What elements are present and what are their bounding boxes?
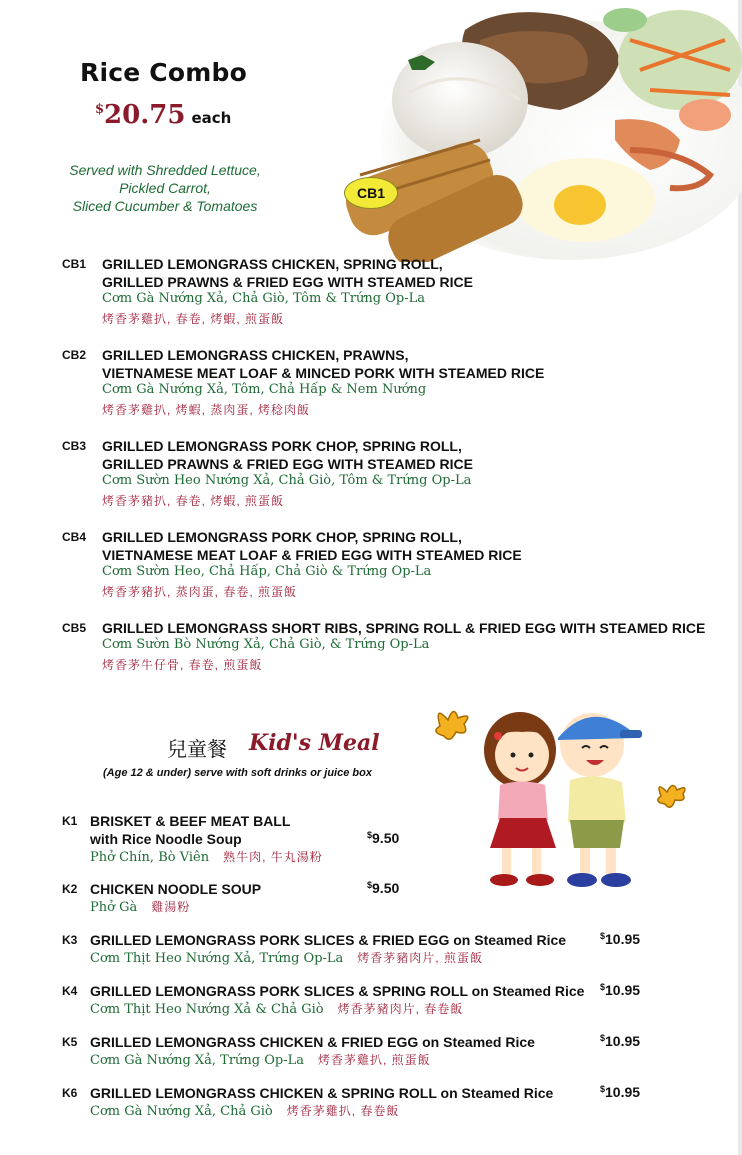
price-currency: $	[600, 1033, 606, 1043]
price-currency: $	[367, 880, 373, 890]
item-chinese: 烤香茅豬肉片, 春卷飯	[337, 1002, 464, 1016]
item-name	[90, 1084, 553, 1102]
price-amount: 10.95	[605, 982, 641, 998]
rice-combo-photo	[330, 0, 742, 262]
price-amount: 10.95	[605, 1084, 641, 1100]
served-line: Sliced Cucumber & Tomatoes	[72, 198, 258, 214]
item-chinese: 烤香茅雞扒, 春卷, 烤蝦, 煎蛋飯	[102, 312, 285, 326]
item-name-line: GRILLED LEMONGRASS SHORT RIBS, SPRING ROLL & FRIED EGG WITH STEAMED RICE	[102, 620, 706, 636]
item-vietnamese: Cơm Gà Nướng Xả, Chả Giò	[90, 1104, 273, 1119]
item-translations	[90, 1051, 431, 1068]
item-name	[102, 619, 705, 637]
item-name	[90, 880, 261, 898]
served-line: Pickled Carrot,	[119, 180, 211, 196]
item-name-line: with Rice Noodle Soup	[90, 831, 242, 847]
rice-combo-title: Rice Combo	[80, 58, 247, 87]
item-vietnamese: Cơm Sườn Heo Nướng Xả, Chả Giò, Tôm & Trứng Op-La	[102, 473, 472, 488]
price-currency: $	[367, 830, 373, 840]
item-price	[600, 931, 640, 947]
item-price	[367, 880, 399, 896]
item-vietnamese: Cơm Sườn Heo, Chả Hấp, Chả Giò & Trứng Op-La	[102, 564, 432, 579]
item-name-line: VIETNAMESE MEAT LOAF & FRIED EGG WITH STEAMED RICE	[102, 547, 522, 563]
item-name-line: GRILLED LEMONGRASS CHICKEN, PRAWNS,	[102, 347, 409, 363]
item-chinese: 烤香茅雞扒, 春卷飯	[286, 1104, 400, 1118]
item-translations	[90, 1102, 399, 1119]
item-vietnamese: Cơm Gà Nướng Xả, Chả Giò, Tôm & Trứng Op-La	[102, 291, 426, 306]
served-with-note	[40, 161, 290, 215]
item-name	[90, 812, 290, 848]
item-chinese: 熟牛肉, 牛丸湯粉	[223, 850, 323, 864]
kids-illustration	[430, 700, 700, 920]
price-amount: 10.95	[605, 1033, 641, 1049]
item-chinese: 烤香茅牛仔骨, 春卷, 煎蛋飯	[102, 658, 263, 672]
price-amount: 20.75	[104, 100, 186, 130]
item-chinese: 烤香茅雞扒, 煎蛋飯	[318, 1053, 431, 1067]
price-suffix: each	[191, 109, 232, 127]
price-currency: $	[600, 1084, 606, 1094]
item-vietnamese: Cơm Gà Nướng Xả, Tôm, Chả Hấp & Nem Nướng	[102, 382, 427, 397]
item-name-line: GRILLED LEMONGRASS PORK SLICES & FRIED EGG on Steamed Rice	[90, 932, 567, 948]
item-code: CB3	[62, 439, 87, 453]
item-name-line: CHICKEN NOODLE SOUP	[90, 881, 262, 897]
item-name-line: GRILLED LEMONGRASS CHICKEN & FRIED EGG on Steamed Rice	[90, 1034, 535, 1050]
kids-meal-title-chinese: 兒童餐	[167, 739, 227, 761]
item-code: K3	[62, 933, 78, 947]
item-translations	[90, 949, 483, 966]
item-vietnamese: Cơm Thịt Heo Nướng Xả & Chả Giò	[90, 1002, 324, 1017]
price-currency: $	[600, 982, 606, 992]
item-chinese: 雞湯粉	[151, 900, 191, 914]
item-name	[90, 931, 566, 949]
item-name	[102, 528, 522, 564]
item-name	[90, 982, 584, 1000]
boy-figure	[558, 713, 642, 887]
item-price	[600, 1033, 640, 1049]
item-price	[600, 982, 640, 998]
item-code: CB4	[62, 530, 87, 544]
price-amount: 10.95	[605, 931, 641, 947]
item-vietnamese: Cơm Thịt Heo Nướng Xả, Trứng Op-La	[90, 951, 344, 966]
girl-figure	[484, 712, 556, 886]
price-amount: 9.50	[372, 880, 400, 896]
photo-badge: CB1	[344, 177, 398, 209]
item-vietnamese: Cơm Sườn Bò Nướng Xả, Chả Giò, & Trứng Op-La	[102, 637, 430, 652]
item-chinese: 烤香茅豬肉片, 煎蛋飯	[357, 951, 483, 965]
item-translations	[90, 848, 323, 865]
item-translations	[90, 1000, 463, 1017]
item-code: CB5	[62, 621, 87, 635]
butterfly-icon	[658, 785, 685, 807]
price-currency: $	[600, 931, 606, 941]
item-price	[600, 1084, 640, 1100]
kids-meal-title: Kid's Meal	[249, 730, 380, 756]
item-code: K1	[62, 814, 78, 828]
item-chinese: 烤香茅豬扒, 春卷, 烤蝦, 煎蛋飯	[102, 494, 285, 508]
served-line: Served with Shredded Lettuce,	[69, 162, 261, 178]
item-vietnamese: Phở Gà	[90, 900, 138, 915]
item-name-line: GRILLED LEMONGRASS PORK SLICES & SPRING ROLL on Steamed Rice	[90, 983, 585, 999]
item-price	[367, 830, 399, 846]
item-name	[102, 255, 473, 291]
price-amount: 9.50	[372, 830, 400, 846]
item-name-line: VIETNAMESE MEAT LOAF & MINCED PORK WITH STEAMED RICE	[102, 365, 545, 381]
item-name	[102, 437, 473, 473]
item-translations	[90, 898, 190, 915]
item-name-line: GRILLED LEMONGRASS CHICKEN, SPRING ROLL,	[102, 256, 443, 272]
item-code: K5	[62, 1035, 78, 1049]
item-chinese: 烤香茅雞扒, 烤蝦, 蒸肉蛋, 烤稔肉飯	[102, 403, 311, 417]
item-name-line: BRISKET & BEEF MEAT BALL	[90, 813, 291, 829]
item-vietnamese: Cơm Gà Nướng Xả, Trứng Op-La	[90, 1053, 305, 1068]
item-code: K4	[62, 984, 78, 998]
item-vietnamese: Phở Chín, Bò Viên	[90, 850, 210, 865]
item-name	[102, 346, 544, 382]
item-name-line: GRILLED PRAWNS & FRIED EGG WITH STEAMED RICE	[102, 456, 474, 472]
item-code: CB1	[62, 257, 87, 271]
item-name-line: GRILLED LEMONGRASS CHICKEN & SPRING ROLL on Steamed Rice	[90, 1085, 554, 1101]
rice-combo-price	[95, 100, 231, 130]
item-code: K2	[62, 882, 78, 896]
item-code: CB2	[62, 348, 87, 362]
butterfly-icon	[436, 711, 468, 739]
item-name-line: GRILLED LEMONGRASS PORK CHOP, SPRING ROLL,	[102, 438, 462, 454]
price-currency: $	[95, 102, 105, 117]
item-name-line: GRILLED LEMONGRASS PORK CHOP, SPRING ROLL,	[102, 529, 462, 545]
item-name	[90, 1033, 535, 1051]
item-code: K6	[62, 1086, 78, 1100]
kids-meal-subtitle: (Age 12 & under) serve with soft drinks or juice box	[103, 767, 372, 779]
item-chinese: 烤香茅豬扒, 蒸肉蛋, 春卷, 煎蛋飯	[102, 585, 298, 599]
item-name-line: GRILLED PRAWNS & FRIED EGG WITH STEAMED RICE	[102, 274, 474, 290]
